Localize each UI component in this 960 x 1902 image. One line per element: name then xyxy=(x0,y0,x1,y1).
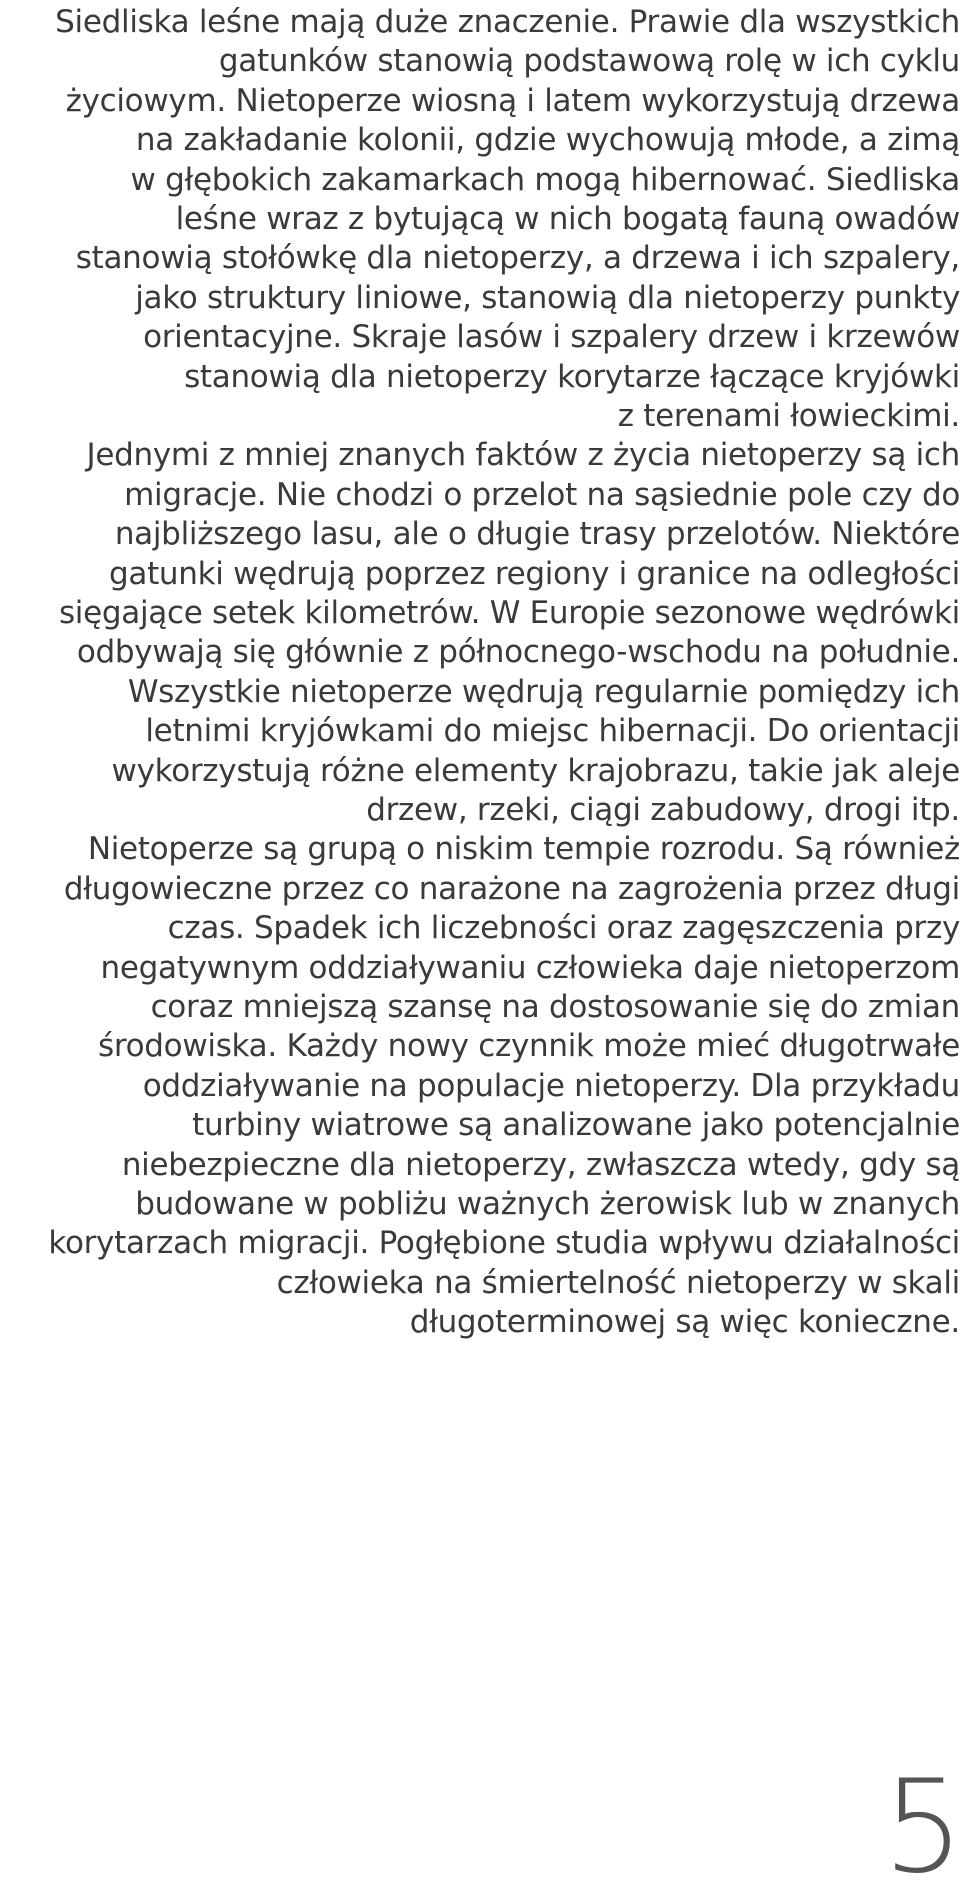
text-line: coraz mniejszą szansę na dostosowanie się do zmian xyxy=(151,984,960,1030)
text-line: Siedliska leśne mają duże znaczenie. Prawie dla wszystkich xyxy=(55,0,960,45)
text-line: długoterminowej są więc konieczne. xyxy=(410,1299,960,1345)
text-line: sięgające setek kilometrów. W Europie sezonowe wędrówki xyxy=(59,590,960,636)
text-line: orientacyjne. Skraje lasów i szpalery drzew i krzewów xyxy=(143,314,960,360)
text-line: letnimi kryjówkami do miejsc hibernacji. Do orientacji xyxy=(145,708,960,754)
text-line: środowiska. Każdy nowy czynnik może mieć długotrwałe xyxy=(98,1023,960,1069)
text-line: najbliższego lasu, ale o długie trasy przelotów. Niektóre xyxy=(115,511,960,557)
text-line: korytarzach migracji. Pogłębione studia wpływu działalności xyxy=(48,1220,960,1266)
text-line: odbywają się głównie z północnego-wschodu na południe. xyxy=(77,629,960,675)
text-line: czas. Spadek ich liczebności oraz zagęszczenia przy xyxy=(168,905,960,951)
text-line: w głębokich zakamarkach mogą hibernować. Siedliska xyxy=(130,157,960,203)
text-line: budowane w pobliżu ważnych żerowisk lub w znanych xyxy=(135,1181,960,1227)
text-line: stanowią stołówkę dla nietoperzy, a drzewa i ich szpalery, xyxy=(76,235,960,281)
text-line: turbiny wiatrowe są analizowane jako potencjalnie xyxy=(192,1102,960,1148)
text-line: negatywnym oddziaływaniu człowieka daje nietoperzom xyxy=(101,945,960,991)
text-line: Jednymi z mniej znanych faktów z życia nietoperzy są ich xyxy=(87,432,960,478)
text-line: gatunki wędrują poprzez regiony i granice na odległości xyxy=(109,551,960,597)
text-line: Wszystkie nietoperze wędrują regularnie pomiędzy ich xyxy=(128,669,960,715)
text-line: leśne wraz z bytującą w nich bogatą fauną owadów xyxy=(176,196,960,242)
text-line: gatunków stanowią podstawową rolę w ich cyklu xyxy=(219,38,960,84)
text-line: drzew, rzeki, ciągi zabudowy, drogi itp. xyxy=(366,787,960,833)
text-line: życiowym. Nietoperze wiosną i latem wykorzystują drzewa xyxy=(66,78,960,124)
text-line: oddziaływanie na populacje nietoperzy. Dla przykładu xyxy=(143,1063,960,1109)
text-line: na zakładanie kolonii, gdzie wychowują młode, a zimą xyxy=(136,117,960,163)
page-number: 5 xyxy=(840,1770,960,1885)
text-line: Nietoperze są grupą o niskim tempie rozrodu. Są również xyxy=(88,826,960,872)
text-line: jako struktury liniowe, stanowią dla nietoperzy punkty xyxy=(135,275,960,321)
text-line: niebezpieczne dla nietoperzy, zwłaszcza wtedy, gdy są xyxy=(122,1142,960,1188)
text-line: długowieczne przez co narażone na zagrożenia przez długi xyxy=(64,866,960,912)
text-line: z terenami łowieckimi. xyxy=(618,393,960,439)
text-line: człowieka na śmiertelność nietoperzy w skali xyxy=(277,1260,960,1306)
text-line: stanowią dla nietoperzy korytarze łączące kryjówki xyxy=(184,354,960,400)
text-line: wykorzystują różne elementy krajobrazu, takie jak aleje xyxy=(112,748,960,794)
text-line: migracje. Nie chodzi o przelot na sąsiednie pole czy do xyxy=(124,472,960,518)
